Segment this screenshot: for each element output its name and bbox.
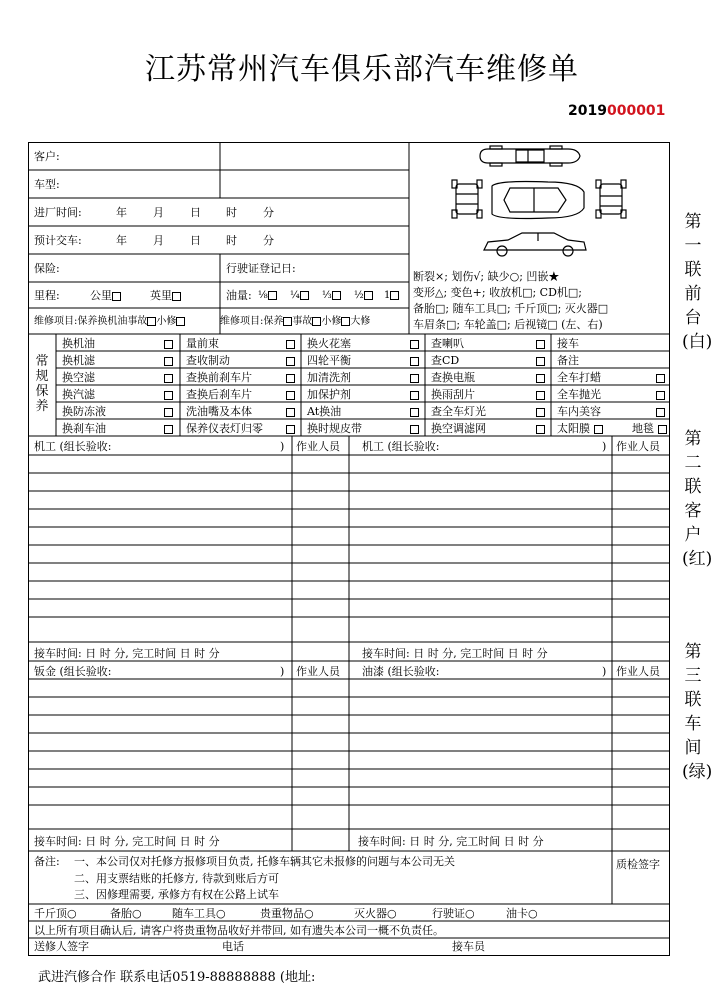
copy-label-customer: 第二联客户(红) <box>682 429 713 569</box>
car-side-view <box>484 233 586 256</box>
service-checkbox[interactable] <box>410 357 419 366</box>
service-checkbox[interactable] <box>536 374 545 383</box>
notes-label: 备注: <box>34 855 60 868</box>
mechanic-right-label: 机工 (组长验收: <box>362 440 440 453</box>
repair-items-left-label: 维修项目:保养换机油事故 <box>34 316 148 327</box>
serial-counter: 000001 <box>606 103 666 119</box>
service-label: 量前束 <box>186 337 219 350</box>
service-checkbox[interactable] <box>286 340 295 349</box>
service-label: 查换前刹车片 <box>186 371 252 384</box>
accident-label-right: 事故 <box>292 316 313 327</box>
mechanic-right-close: ) <box>602 440 607 453</box>
car-damage-diagram <box>452 146 626 256</box>
damage-legend-line-1: 断裂×; 划伤√; 缺少○; 凹嵌★ <box>413 270 560 283</box>
notes-line-2: 二、用支票结账的托修方, 待款到账后方可 <box>74 872 279 885</box>
minor-label-left: 小修 <box>156 316 177 327</box>
paint-close: ) <box>602 665 607 678</box>
entry-time-label: 进厂时间: <box>34 206 82 219</box>
service-checkbox[interactable] <box>536 408 545 417</box>
service-label: 换雨刮片 <box>431 388 475 401</box>
service-label: 查CD <box>431 354 460 367</box>
worker-label-4: 作业人员 <box>616 665 660 678</box>
worker-label-2: 作业人员 <box>616 440 660 453</box>
fuel-quarter-label: ¼ <box>290 290 300 301</box>
entry-day-unit: 日 <box>190 206 201 219</box>
service-checkbox[interactable] <box>536 357 545 366</box>
belonging-circle[interactable]: ○ <box>132 907 142 920</box>
insurance-label: 保险: <box>34 262 60 275</box>
notes-line-1: 一、本公司仅对托修方报修项目负责, 托修车辆其它未报修的问题与本公司无关 <box>74 855 455 868</box>
belonging-item[interactable] <box>432 907 475 920</box>
belonging-circle[interactable]: ○ <box>465 907 475 920</box>
delivery-minute-unit: 分 <box>263 234 274 247</box>
phone-label: 电话 <box>222 940 244 953</box>
delivery-month-unit: 月 <box>153 234 164 247</box>
fuel-half-label: ½ <box>354 290 364 301</box>
form-title: 江苏常州汽车俱乐部汽车维修单 <box>145 52 579 87</box>
damage-legend-line-3: 备胎□; 随车工具□; 千斤顶□; 灭火器□ <box>413 302 609 315</box>
service-checkbox[interactable] <box>286 391 295 400</box>
fuel-eighth-label: ⅛ <box>258 290 268 301</box>
form-table <box>28 142 670 956</box>
service-label: 太阳膜 <box>557 422 590 435</box>
service-label: 全车打蜡 <box>557 371 601 384</box>
service-checkbox[interactable] <box>164 391 173 400</box>
service-label: 车内美容 <box>557 405 601 418</box>
paint-label: 油漆 (组长验收: <box>362 665 440 678</box>
maintenance-label: 常规保养 <box>35 354 49 414</box>
service-label: 备注 <box>557 354 579 367</box>
service-label: 换刹车油 <box>62 422 106 435</box>
km-label: 公里 <box>90 289 112 302</box>
fuel-half[interactable] <box>354 289 373 302</box>
belonging-label: 备胎 <box>110 907 132 920</box>
service-label: 加清洗剂 <box>307 371 351 384</box>
entry-minute-unit: 分 <box>263 206 274 219</box>
belonging-label: 行驶证 <box>432 907 465 920</box>
car-front-view <box>452 180 482 218</box>
service-checkbox[interactable] <box>286 357 295 366</box>
serial-number <box>568 103 665 119</box>
minor-label-right: 小修 <box>321 316 342 327</box>
fuel-half-checkbox[interactable] <box>364 291 373 300</box>
fuel-full[interactable] <box>384 289 399 302</box>
belonging-item[interactable] <box>354 907 397 920</box>
receiver-label: 接车员 <box>452 940 485 953</box>
fuel-quarter[interactable] <box>290 289 309 302</box>
service-label: 换火花塞 <box>307 337 351 350</box>
service-checkbox[interactable] <box>164 374 173 383</box>
service-label: 换机油 <box>62 337 95 350</box>
repair-items-right-label: 维修项目:保养 <box>220 316 284 327</box>
service-checkbox[interactable] <box>410 391 419 400</box>
delivery-day-unit: 日 <box>190 234 201 247</box>
receive-time-3: 接车时间: 日 时 分, 完工时间 日 时 分 <box>34 835 220 848</box>
service-label: 四轮平衡 <box>307 354 351 367</box>
service-checkbox[interactable] <box>164 340 173 349</box>
service-checkbox[interactable] <box>656 391 665 400</box>
belonging-label: 贵重物品 <box>260 907 304 920</box>
floor-mat-label: 地毯 <box>632 422 654 435</box>
belonging-item[interactable] <box>506 907 538 920</box>
service-checkbox[interactable] <box>536 391 545 400</box>
model-label: 车型: <box>34 178 60 191</box>
worker-label-3: 作业人员 <box>296 665 340 678</box>
km-option[interactable] <box>90 289 121 302</box>
service-checkbox[interactable] <box>164 357 173 366</box>
sheet-metal-close: ) <box>280 665 285 678</box>
repair-items-right <box>220 315 370 328</box>
copy-label-front-desk: 第一联前台(白) <box>682 212 713 352</box>
service-label: 换机滤 <box>62 354 95 367</box>
serial-prefix: 2019 <box>568 103 607 119</box>
belonging-label: 千斤顶 <box>34 907 67 920</box>
receive-time-2: 接车时间: 日 时 分, 完工时间 日 时 分 <box>362 647 548 660</box>
service-label: 查收制动 <box>186 354 230 367</box>
fuel-third-checkbox[interactable] <box>332 291 341 300</box>
worker-label-1: 作业人员 <box>296 440 340 453</box>
delivery-hour-unit: 时 <box>226 234 237 247</box>
service-label: 查全车灯光 <box>431 405 486 418</box>
belonging-circle[interactable]: ○ <box>304 907 314 920</box>
service-label: 保养仪表灯归零 <box>186 422 263 435</box>
belonging-label: 灭火器 <box>354 907 387 920</box>
service-label: 洗油嘴及本体 <box>186 405 252 418</box>
confirm-text: 以上所有项目确认后, 请客户将贵重物品收好并带回, 如有遗失本公司一概不负责任。 <box>34 924 444 937</box>
receive-time-4: 接车时间: 日 时 分, 完工时间 日 时 分 <box>358 835 544 848</box>
service-label: 换时规皮带 <box>307 422 362 435</box>
miles-label: 英里 <box>150 289 172 302</box>
service-checkbox[interactable] <box>164 425 173 434</box>
service-checkbox[interactable] <box>656 408 665 417</box>
service-checkbox[interactable] <box>410 374 419 383</box>
copy-label-workshop: 第三联车间(绿) <box>682 642 713 782</box>
minor-checkbox-left[interactable] <box>176 317 185 326</box>
fuel-full-checkbox[interactable] <box>390 291 399 300</box>
belonging-circle[interactable]: ○ <box>528 907 538 920</box>
service-checkbox[interactable] <box>656 374 665 383</box>
mechanic-left-label <box>34 440 112 453</box>
service-label: At换油 <box>307 405 342 418</box>
belonging-label: 随车工具 <box>172 907 216 920</box>
fuel-eighth[interactable] <box>258 289 277 302</box>
car-top-view <box>480 146 580 166</box>
major-label-right: 大修 <box>350 316 371 327</box>
service-checkbox[interactable] <box>286 374 295 383</box>
miles-option[interactable] <box>150 289 181 302</box>
entry-month-unit: 月 <box>153 206 164 219</box>
delivery-time-label: 预计交车: <box>34 234 82 247</box>
service-checkbox[interactable] <box>410 340 419 349</box>
mileage-label: 里程: <box>34 289 60 302</box>
service-label: 查换电瓶 <box>431 371 475 384</box>
belonging-item[interactable] <box>110 907 142 920</box>
belonging-circle[interactable]: ○ <box>67 907 77 920</box>
service-checkbox[interactable] <box>164 408 173 417</box>
footer-contact: 武进汽修合作 联系电话0519-88888888 (地址: <box>38 970 316 985</box>
fuel-eighth-checkbox[interactable] <box>268 291 277 300</box>
mechanic-left-close: ) <box>280 440 285 453</box>
fuel-label: 油量: <box>226 289 252 302</box>
damage-legend-line-4: 车眉条□; 车轮盖□; 后视镜□ (左、右) <box>413 318 603 331</box>
sheet-metal-label: 钣金 (组长验收: <box>34 665 112 678</box>
fuel-full-label: 1 <box>384 290 391 301</box>
entry-year-unit: 年 <box>116 206 127 219</box>
floor-mat-checkbox[interactable] <box>658 425 667 434</box>
belonging-item[interactable] <box>172 907 226 920</box>
miles-checkbox[interactable] <box>172 292 181 301</box>
service-label: 换空调滤网 <box>431 422 486 435</box>
service-checkbox[interactable] <box>286 425 295 434</box>
qc-signature-label: 质检签字 <box>616 858 660 871</box>
belonging-label: 油卡 <box>506 907 528 920</box>
fuel-quarter-checkbox[interactable] <box>300 291 309 300</box>
service-checkbox[interactable] <box>410 408 419 417</box>
service-checkbox[interactable] <box>536 340 545 349</box>
belonging-item[interactable] <box>260 907 314 920</box>
car-plan-view <box>492 182 584 219</box>
service-label: 查喇叭 <box>431 337 464 350</box>
delivery-year-unit: 年 <box>116 234 127 247</box>
service-checkbox[interactable] <box>286 408 295 417</box>
fuel-third[interactable] <box>322 289 341 302</box>
repair-items-left <box>34 315 185 328</box>
service-checkbox[interactable] <box>410 425 419 434</box>
fuel-third-label: ⅓ <box>322 290 332 301</box>
service-label: 接车 <box>557 337 579 350</box>
service-label: 换汽滤 <box>62 388 95 401</box>
service-checkbox[interactable] <box>536 425 545 434</box>
km-checkbox[interactable] <box>112 292 121 301</box>
belonging-circle[interactable]: ○ <box>216 907 226 920</box>
service-label: 换防冻液 <box>62 405 106 418</box>
belonging-item[interactable] <box>34 907 77 920</box>
license-date-label: 行驶证登记日: <box>226 262 296 275</box>
service-label: 全车抛光 <box>557 388 601 401</box>
car-rear-view <box>596 180 626 218</box>
damage-legend-line-2: 变形△; 变色+; 收放机□; CD机□; <box>413 286 583 299</box>
service-label: 加保护剂 <box>307 388 351 401</box>
belonging-circle[interactable]: ○ <box>387 907 397 920</box>
notes-line-3: 三、因修理需要, 承修方有权在公路上试车 <box>74 888 279 901</box>
service-checkbox[interactable] <box>594 425 603 434</box>
receive-time-1: 接车时间: 日 时 分, 完工时间 日 时 分 <box>34 647 220 660</box>
service-label: 换空滤 <box>62 371 95 384</box>
form-grid-lines <box>28 142 670 956</box>
sender-signature-label: 送修人签字 <box>34 940 89 953</box>
customer-label: 客户: <box>34 150 60 163</box>
mechanic-left-text: 机工 (组长验收: <box>34 440 112 453</box>
entry-hour-unit: 时 <box>226 206 237 219</box>
service-label: 查换后刹车片 <box>186 388 252 401</box>
